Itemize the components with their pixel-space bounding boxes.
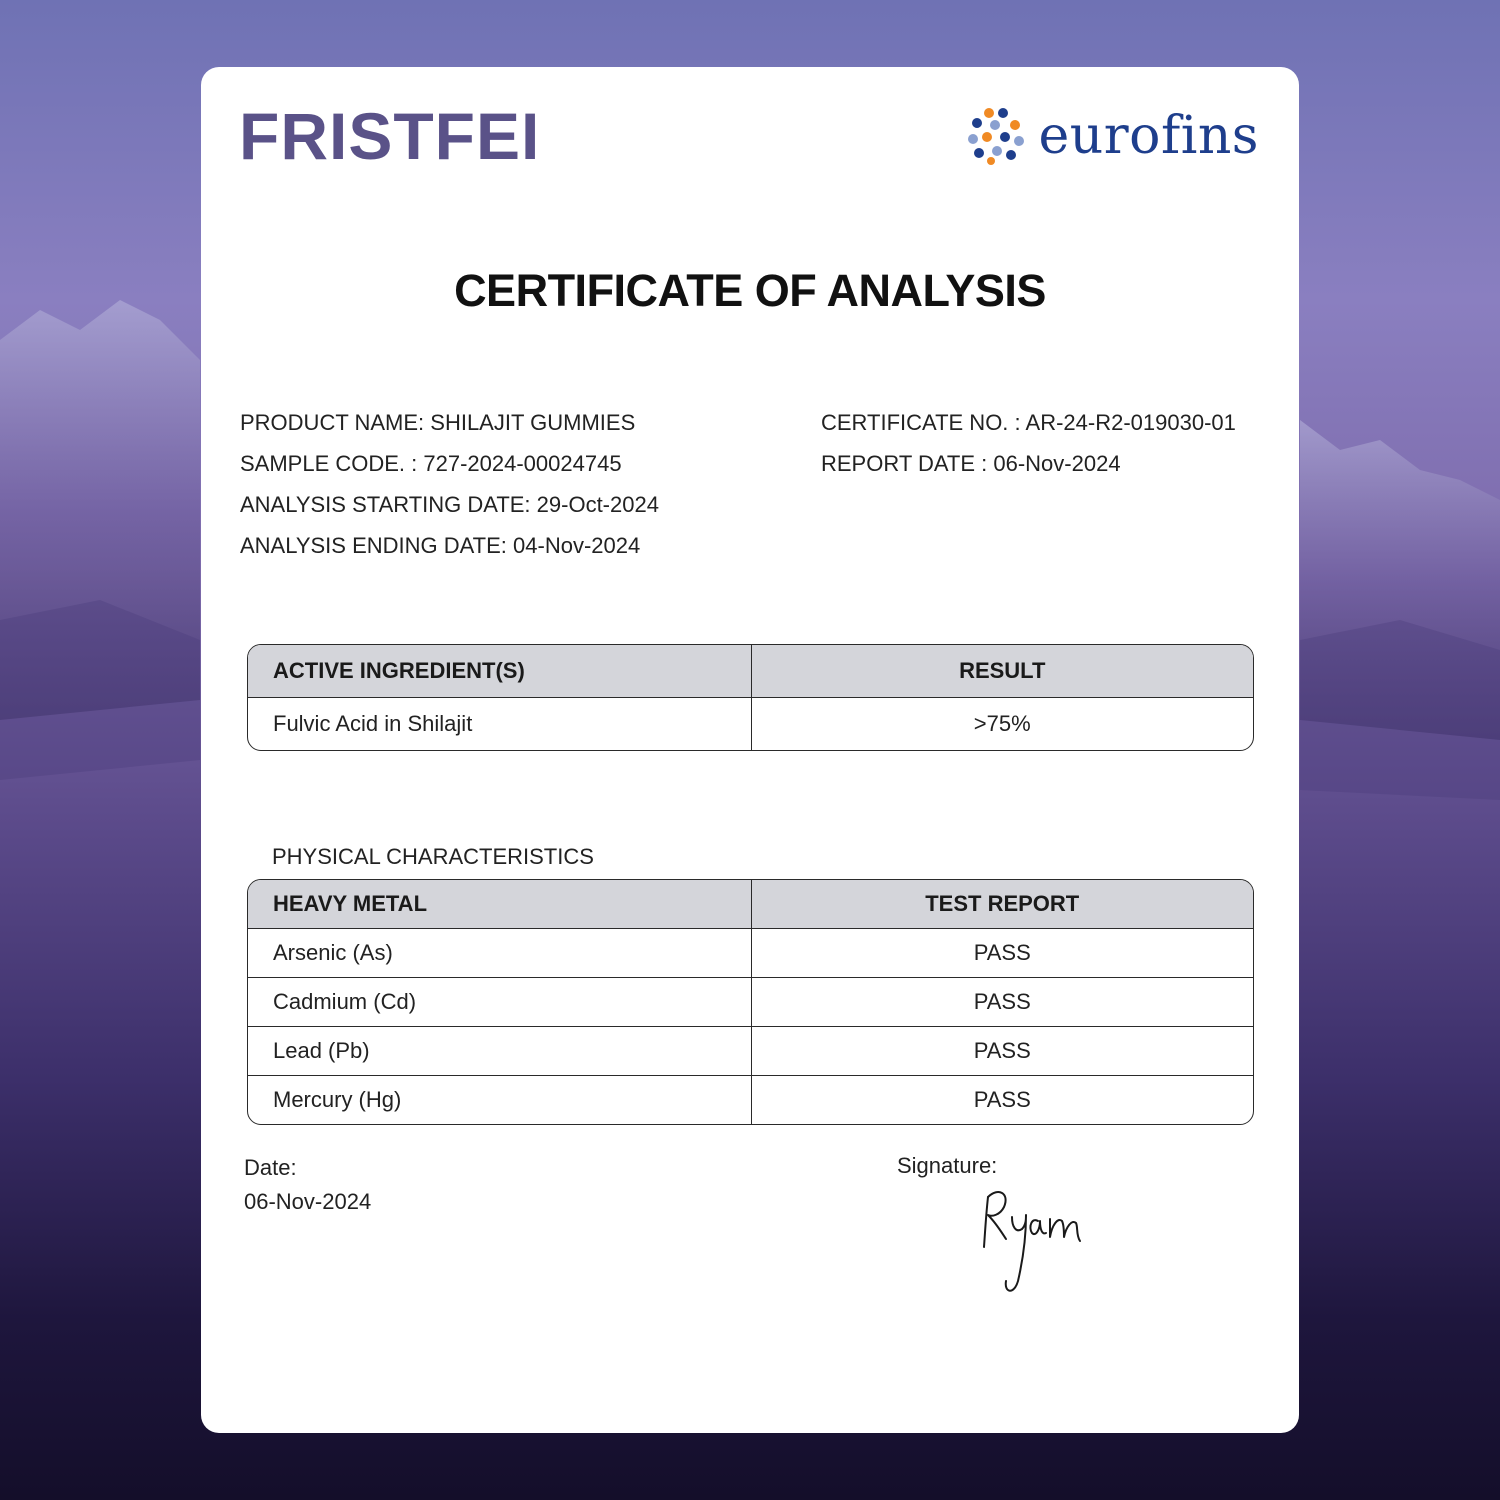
metal-cell: Cadmium (Cd) xyxy=(248,978,751,1027)
column-header: ACTIVE INGREDIENT(S) xyxy=(248,645,751,698)
report-date: REPORT DATE : 06-Nov-2024 xyxy=(821,451,1121,476)
sample-code: SAMPLE CODE. : 727-2024-00024745 xyxy=(240,451,622,476)
result-cell: PASS xyxy=(751,978,1254,1027)
document-title: CERTIFICATE OF ANALYSIS xyxy=(454,265,1046,316)
lab-name: eurofins xyxy=(1038,106,1259,166)
table-header-row xyxy=(248,880,1253,929)
date-value: 06-Nov-2024 xyxy=(244,1189,372,1214)
certificate-number: CERTIFICATE NO. : AR-24-R2-019030-01 xyxy=(821,410,1236,435)
table-row xyxy=(248,978,1253,1027)
product-name: PRODUCT NAME: SHILAJIT GUMMIES xyxy=(240,410,636,435)
table-row xyxy=(248,929,1253,978)
lab-logo xyxy=(967,107,1259,165)
eurofins-dots-icon xyxy=(967,107,1025,165)
section-label: PHYSICAL CHARACTERISTICS xyxy=(272,844,594,869)
ingredient-cell: Fulvic Acid in Shilajit xyxy=(273,711,473,736)
brand-logo: FRISTFEI xyxy=(239,99,541,173)
table-header-row xyxy=(248,645,1253,698)
result-cell: PASS xyxy=(751,1076,1254,1124)
date-label: Date: xyxy=(244,1155,297,1180)
result-cell: PASS xyxy=(751,1027,1254,1076)
table-row xyxy=(248,1027,1253,1076)
active-ingredient-table xyxy=(247,644,1254,751)
certificate-card xyxy=(201,67,1299,1433)
info-right-column xyxy=(821,407,1236,489)
result-cell: PASS xyxy=(751,929,1254,978)
column-header: RESULT xyxy=(751,645,1254,698)
metal-cell: Lead (Pb) xyxy=(248,1027,751,1076)
table-row xyxy=(248,698,1253,750)
column-header: TEST REPORT xyxy=(751,880,1254,929)
table-row xyxy=(248,1076,1253,1124)
result-cell: >75% xyxy=(751,698,1254,750)
analysis-end-date: ANALYSIS ENDING DATE: 04-Nov-2024 xyxy=(240,533,641,558)
signature-image xyxy=(976,1185,1086,1305)
signature-label: Signature: xyxy=(897,1153,998,1178)
metal-cell: Mercury (Hg) xyxy=(273,1087,402,1112)
column-header: HEAVY METAL xyxy=(248,880,751,929)
metal-cell: Arsenic (As) xyxy=(248,929,751,978)
analysis-start-date: ANALYSIS STARTING DATE: 29-Oct-2024 xyxy=(240,492,659,517)
heavy-metal-table xyxy=(247,879,1254,1125)
info-left-column xyxy=(240,407,659,571)
